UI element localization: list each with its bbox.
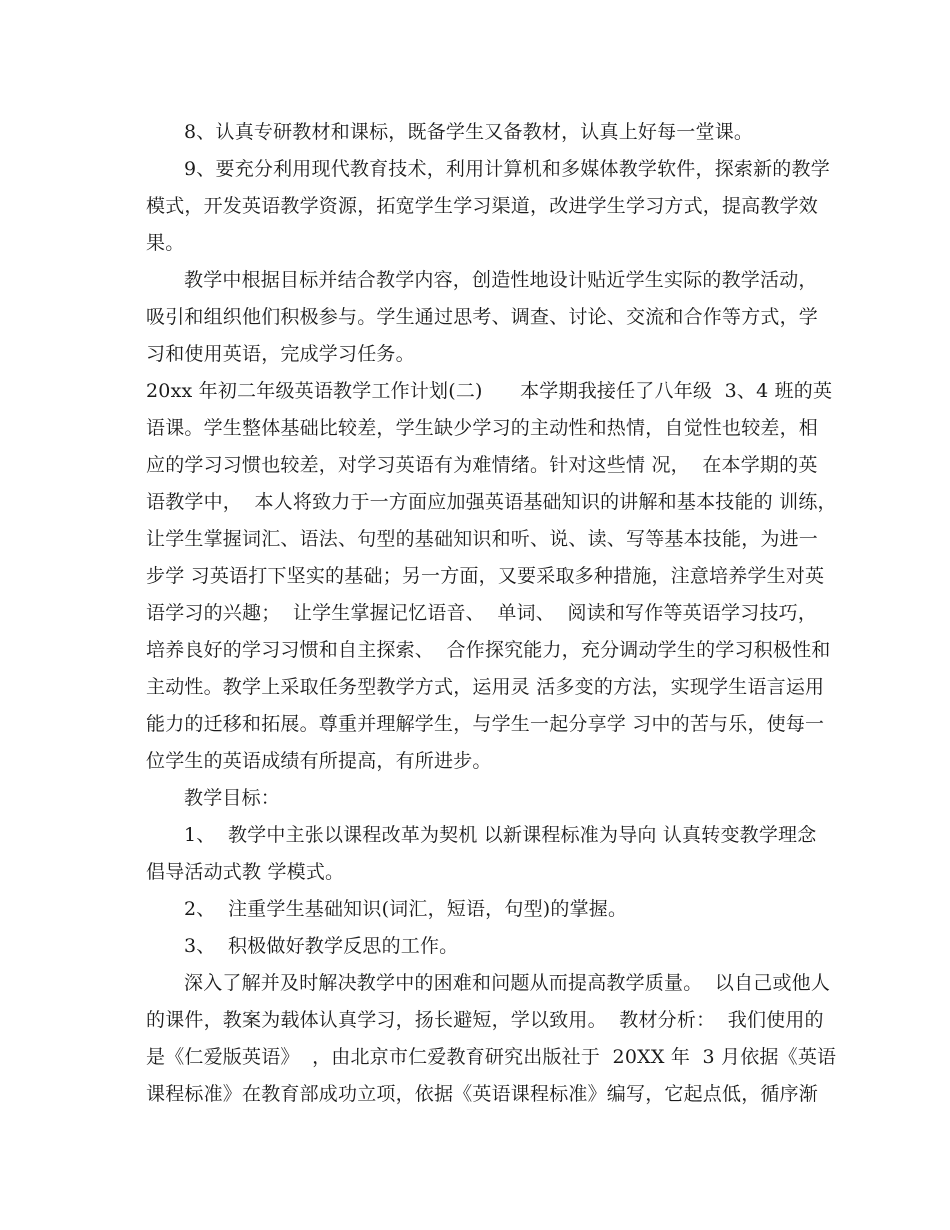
text-line: 应的学习习惯也较差，对学习英语有为难情绪。针对这些情 况， 在本学期的英 [146,454,818,476]
subheading-line: 教学目标： [184,787,281,809]
text-line: 9、要充分利用现代教育技术，利用计算机和多媒体教学软件，探索新的教学 [184,158,830,180]
text-line: 让学生掌握词汇、语法、句型的基础知识和听、说、读、写等基本技能，为进一 [146,528,819,550]
list-item-line: 1、 教学中主张以课程改革为契机 以新课程标准为导向 认真转变教学理念 [184,824,817,846]
list-item-line: 3、 积极做好教学反思的工作。 [184,935,459,957]
text-line: 8、认真专研教材和课标，既备学生又备教材，认真上好每一堂课。 [184,121,754,143]
section-heading-line: 20xx 年初二年级英语教学工作计划(二) 本学期我接任了八年级 3、4 班的英 [146,380,833,402]
text-line: 习和使用英语，完成学习任务。 [146,343,415,365]
document-body [146,114,837,1113]
text-line: 培养良好的学习习惯和自主探索、 合作探究能力，充分调动学生的学习积极性和 [146,639,831,661]
text-line: 位学生的英语成绩有所提高，有所进步。 [146,750,492,772]
text-line: 课程标准》在教育部成功立项，依据《英语课程标准》编写，它起点低，循序渐 [146,1083,819,1105]
text-line: 语教学中， 本人将致力于一方面应加强英语基础知识的讲解和基本技能的 训练， [146,491,837,513]
text-line: 语课。学生整体基础比较差，学生缺少学习的主动性和热情，自觉性也较差，相 [146,417,819,439]
text-line: 教学中根据目标并结合教学内容，创造性地设计贴近学生实际的教学活动， [184,269,818,291]
text-line: 是《仁爱版英语》 ，由北京市仁爱教育研究出版社于 20XX 年 3 月依据《英语 [146,1046,837,1068]
text-line: 模式，开发英语教学资源，拓宽学生学习渠道，改进学生学习方式，提高教学效 [146,195,819,217]
text-line: 果。 [146,232,185,254]
text-line: 能力的迁移和拓展。尊重并理解学生，与学生一起分享学 习中的苦与乐，使每一 [146,713,825,735]
text-line: 深入了解并及时解决教学中的困难和问题从而提高教学质量。 以自己或他人 [184,972,831,994]
text-line: 倡导活动式教 学模式。 [146,861,345,883]
list-item-line: 2、 注重学生基础知识(词汇，短语，句型)的掌握。 [184,898,628,920]
text-line: 吸引和组织他们积极参与。学生通过思考、调查、讨论、交流和合作等方式，学 [146,306,819,328]
text-line: 语学习的兴趣； 让学生掌握记忆语音、 单词、 阅读和写作等英语学习技巧， [146,602,818,624]
text-line: 步学 习英语打下坚实的基础；另一方面，又要采取多种措施，注意培养学生对英 [146,565,825,587]
text-line: 的课件，教案为载体认真学习，扬长避短，学以致用。 教材分析： 我们使用的 [146,1009,824,1031]
text-line: 主动性。教学上采取任务型教学方式，运用灵 活多变的方法，实现学生语言运用 [146,676,825,698]
